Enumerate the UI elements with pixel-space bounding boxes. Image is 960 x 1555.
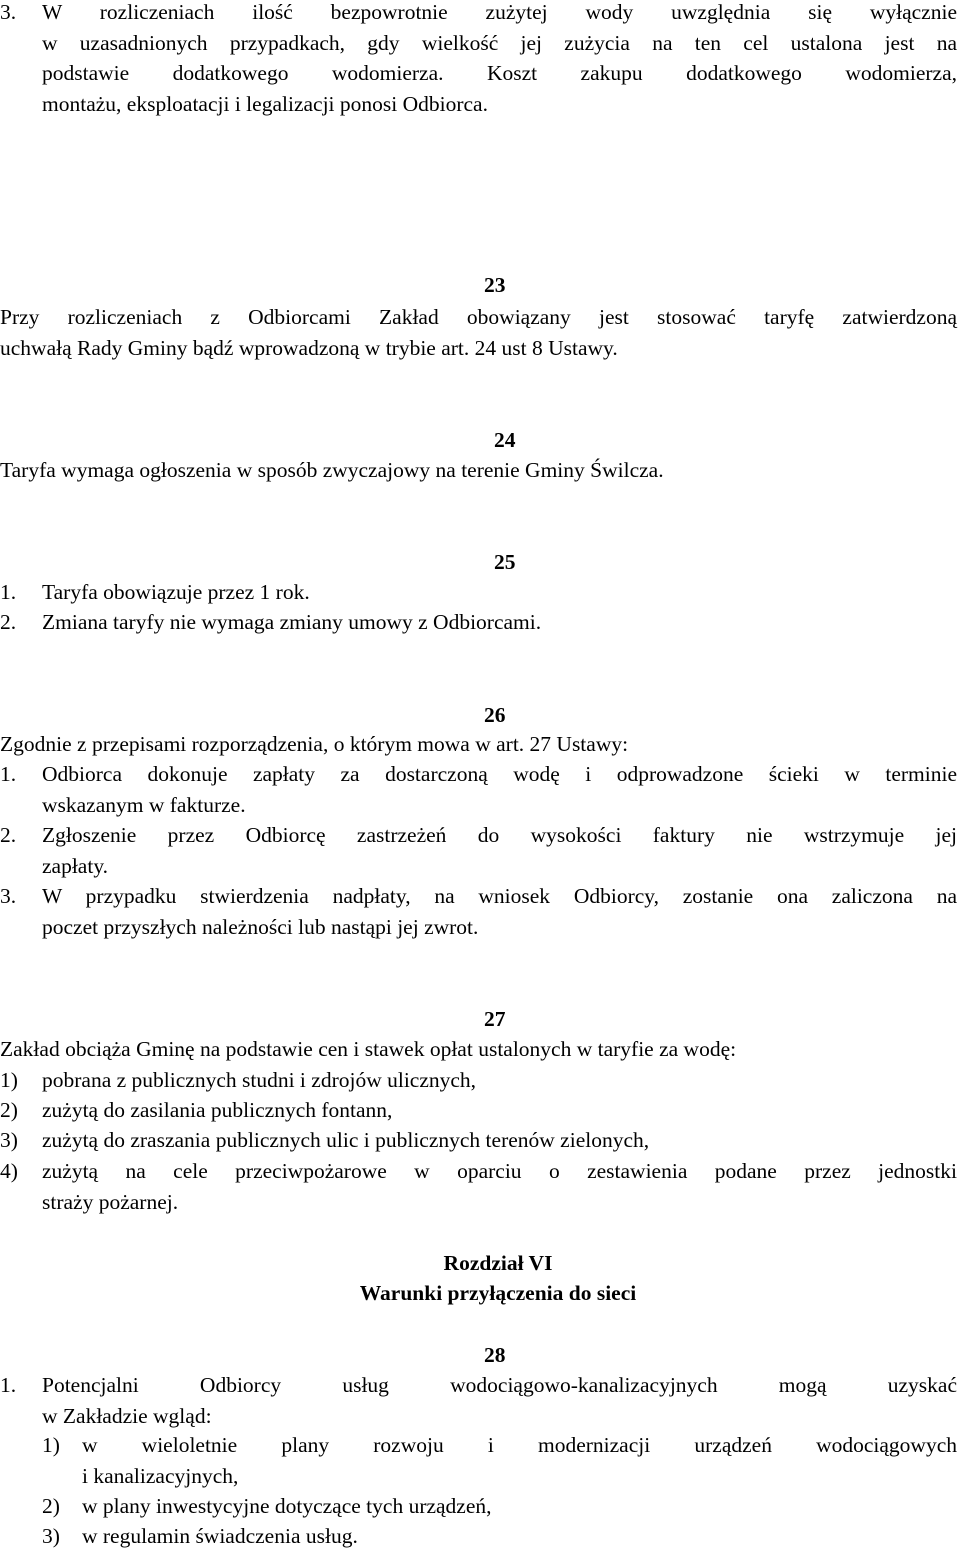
list-item: 4) zużytą na cele przeciwpożarowe w oparciu o zestawienia podane przez jednostki straży pożarnej.: [0, 1159, 957, 1214]
list-item: 3. W przypadku stwierdzenia nadpłaty, na wniosek Odbiorcy, zostanie ona zaliczona na poczet przyszłych należności lub nastąpi jej zwrot.: [0, 884, 957, 939]
intro-line: W rozliczeniach ilość bezpowrotnie zużytej wody uwzględnia się wyłącznie: [42, 0, 957, 24]
list-item: 1. Odbiorca dokonuje zapłaty za dostarczoną wodę i odprowadzone ścieki w terminie wskazanym w fakturze.: [0, 762, 957, 817]
sub-list-item: 1) w wieloletnie plany rozwoju i modernizacji urządzeń wodociągowych i kanalizacyjnych,: [42, 1433, 957, 1488]
list-item: 2) zużytą do zasilania publicznych fontann,: [0, 1098, 393, 1122]
intro-line: montażu, eksploatacji i legalizacji ponosi Odbiorca.: [42, 91, 488, 116]
item-number: 3.: [0, 0, 17, 24]
paragraph-24-heading: 24: [494, 428, 516, 452]
paragraph-27-heading: 27: [484, 1007, 506, 1031]
paragraph-28-heading: 28: [484, 1343, 506, 1367]
sub-list-item: 3) w regulamin świadczenia usług.: [42, 1524, 358, 1548]
chapter-number: Rozdział VI: [443, 1251, 553, 1275]
list-item: 1) pobrana z publicznych studni i zdrojów ulicznych,: [0, 1068, 477, 1092]
sub-list-item: 2) w plany inwestycyjne dotyczące tych urządzeń,: [42, 1494, 492, 1518]
list-item: 1. Taryfa obowiązuje przez 1 rok.: [0, 580, 310, 604]
paragraph-23-text: Przy rozliczeniach z Odbiorcami Zakład obowiązany jest stosować taryfę zatwierdzoną uchwałą Rady Gminy bądź wprowadzoną w trybie art. 24 ust 8 Ustawy.: [0, 305, 957, 360]
intro-line: podstawie dodatkowego wodomierza. Koszt zakupu dodatkowego wodomierza,: [42, 61, 957, 85]
paragraph-25-heading: 25: [494, 550, 516, 574]
paragraph-26-heading: 26: [484, 703, 506, 727]
list-item: 2. Zgłoszenie przez Odbiorcę zastrzeżeń do wysokości faktury nie wstrzymuje jej zapłaty.: [0, 823, 957, 878]
paragraph-23-heading: 23: [484, 273, 506, 297]
intro-item: [0, 0, 957, 119]
list-item: 1. Potencjalni Odbiorcy usług wodociągowo-kanalizacyjnych mogą uzyskać w Zakładzie wgląd:: [0, 1373, 957, 1428]
list-item: 3) zużytą do zraszania publicznych ulic i publicznych terenów zielonych,: [0, 1128, 650, 1152]
list-item: 2. Zmiana taryfy nie wymaga zmiany umowy z Odbiorcami.: [0, 610, 542, 634]
intro-line: w uzasadnionych przypadkach, gdy wielkość jej zużycia na ten cel ustalona jest na: [42, 30, 957, 55]
paragraph-27-lead: Zakład obciąża Gminę na podstawie cen i stawek opłat ustalonych w taryfie za wodę:: [0, 1037, 737, 1061]
chapter-title: Warunki przyłączenia do sieci: [359, 1281, 637, 1305]
paragraph-26-lead: Zgodnie z przepisami rozporządzenia, o którym mowa w art. 27 Ustawy:: [0, 732, 629, 756]
paragraph-24-text: Taryfa wymaga ogłoszenia w sposób zwyczajowy na terenie Gminy Świlcza.: [0, 458, 664, 482]
